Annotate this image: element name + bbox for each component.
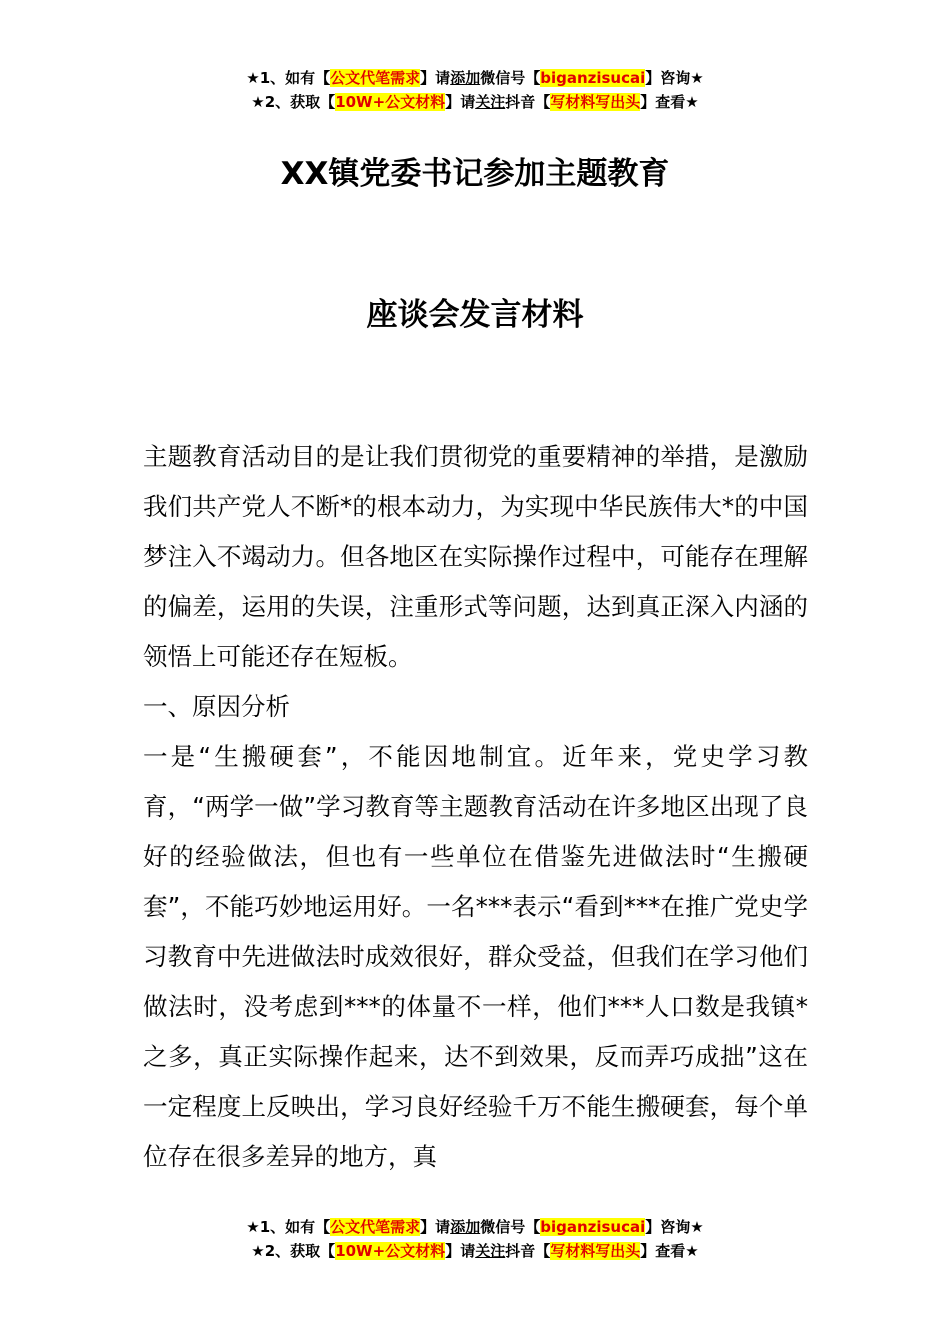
document-title-line-2: 座谈会发言材料 xyxy=(366,297,584,333)
highlight-douyin: 写材料写出头 xyxy=(550,1242,641,1260)
section-heading: 一、原因分析 xyxy=(143,692,290,721)
highlight-wechat-id: biganzisucai xyxy=(540,69,646,87)
banner-line-1: ★1、如有【公文代笔需求】请添加微信号【biganzisucai】咨询★ xyxy=(246,69,704,87)
banner-line-1: ★1、如有【公文代笔需求】请添加微信号【biganzisucai】咨询★ xyxy=(246,1218,704,1236)
header-banner xyxy=(0,66,950,114)
highlight-wechat-id: biganzisucai xyxy=(540,1218,646,1236)
banner-line-2: ★2、获取【10W+公文材料】请关注抖音【写材料写出头】查看★ xyxy=(251,93,699,111)
highlight-service: 公文代笔需求 xyxy=(330,1218,421,1236)
body-paragraph: 一是“生搬硬套”，不能因地制宜。近年来，党史学习教育，“两学一做”学习教育等主题教育活动在许多地区出现了良好的经验做法，但也有一些单位在借鉴先进做法时“生搬硬套”，不能巧妙地运用好。一名***表示“看到***在推广党史学习教育中先进做法时成效很好，群众受益，但我们在学习他们做法时，没考虑到***的体量不一样，他们***人口数是我镇*之多，真正实际操作起来，达不到效果，反而弄巧成拙”这在一定程度上反映出，学习良好经验千万不能生搬硬套，每个单位存在很多差异的地方，真 xyxy=(143,742,808,1171)
highlight-materials: 10W+公文材料 xyxy=(335,93,446,111)
intro-paragraph: 主题教育活动目的是让我们贯彻党的重要精神的举措，是激励我们共产党人不断*的根本动力，为实现中华民族伟大*的中国梦注入不竭动力。但各地区在实际操作过程中，可能存在理解的偏差，运用的失误，注重形式等问题，达到真正深入内涵的领悟上可能还存在短板。 xyxy=(143,442,808,671)
footer-banner xyxy=(0,1215,950,1263)
highlight-materials: 10W+公文材料 xyxy=(335,1242,446,1260)
highlight-douyin: 写材料写出头 xyxy=(550,93,641,111)
document-body xyxy=(143,432,808,1182)
document-title-line-1: XX镇党委书记参加主题教育 xyxy=(280,156,670,192)
highlight-service: 公文代笔需求 xyxy=(330,69,421,87)
banner-line-2: ★2、获取【10W+公文材料】请关注抖音【写材料写出头】查看★ xyxy=(251,1242,699,1260)
